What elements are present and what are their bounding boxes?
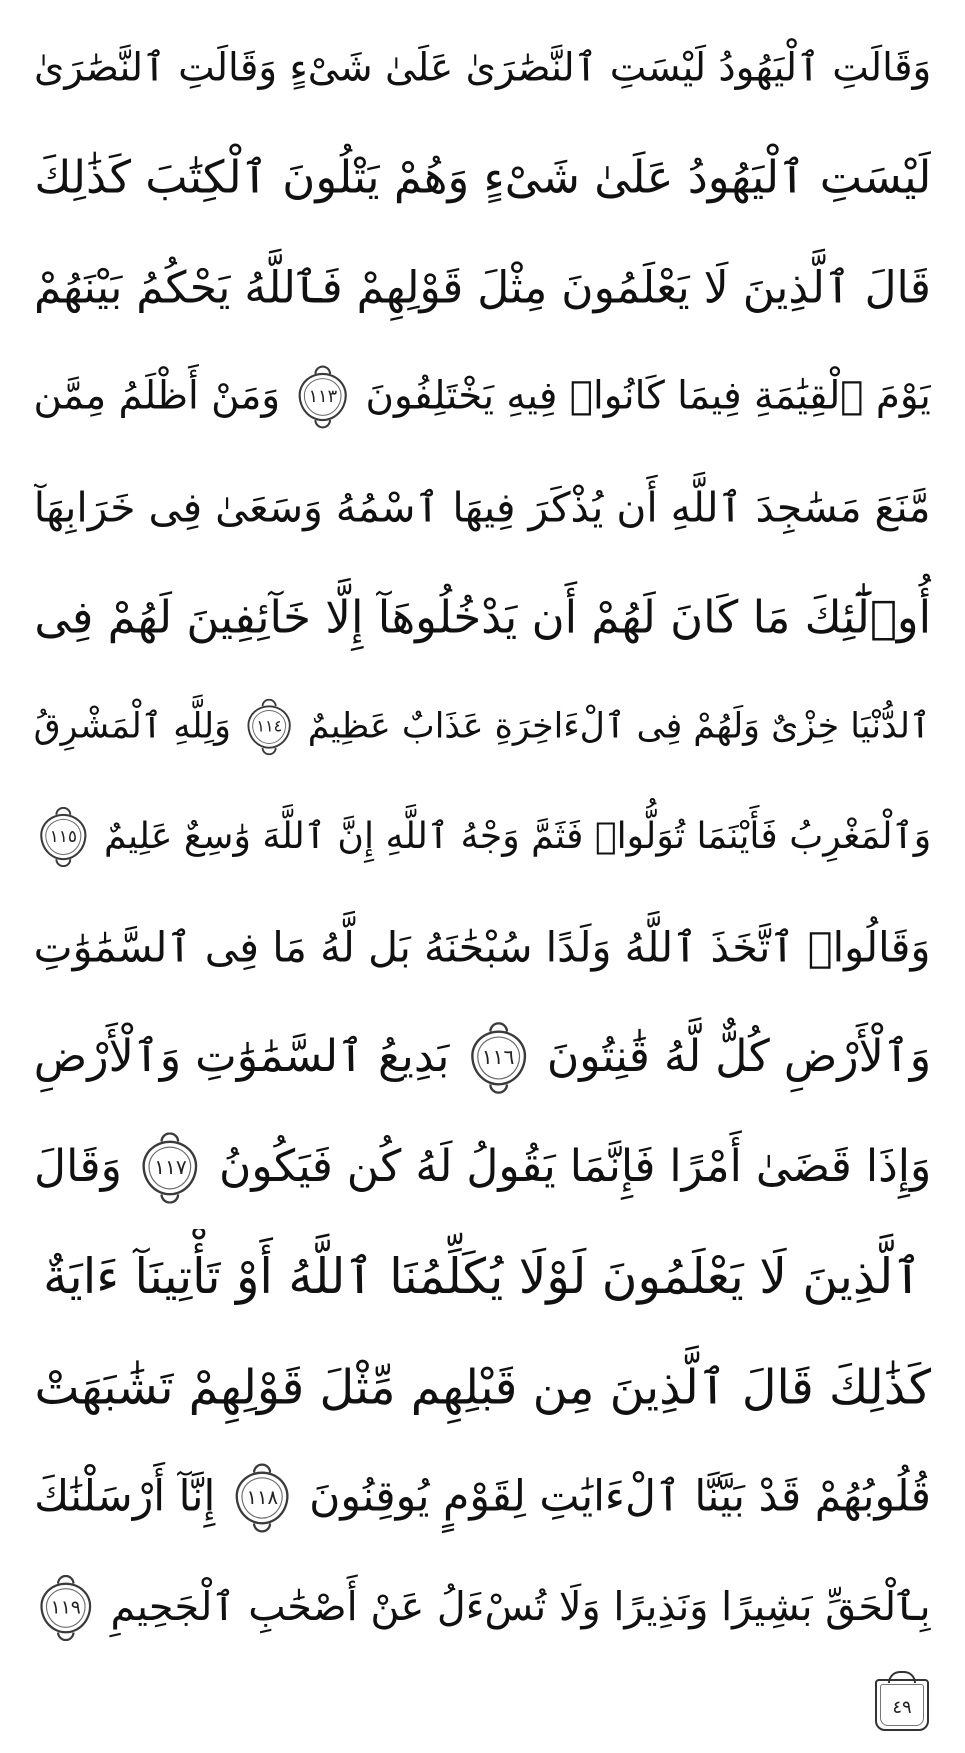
quran-line-3	[34, 238, 931, 336]
ayah-number-marker	[40, 814, 86, 860]
ayah-marker-petal-bottom	[55, 860, 71, 868]
ayah-marker-petal-bottom	[57, 1632, 75, 1641]
quran-line-text: وَٱلْمَغْرِبُ فَأَيْنَمَا تُوَلُّوا۟ فَثَمَّ وَجْهُ ٱللَّهِ إِنَّ ٱللَّهَ وَٰسِعٌ عَلِيمٌ	[103, 816, 931, 858]
quran-line-text: يَوْمَ ٱلْقِيَٰمَةِ فِيمَا كَانُوا۟ فِيهِ يَخْتَلِفُونَ	[365, 373, 931, 419]
ayah-number: ١١٧	[153, 1155, 187, 1179]
ayah-number-marker	[248, 706, 291, 749]
ayah-number-marker	[41, 1582, 92, 1633]
quran-line-text-after: وَقَالَ	[34, 1140, 122, 1192]
ayah-number: ١١٩	[51, 1596, 82, 1619]
ayah-marker-petal-bottom	[315, 420, 332, 428]
page-footer	[34, 1669, 931, 1739]
ayah-number-marker	[299, 373, 347, 421]
quran-line-text: ٱلدُّنْيَا خِزْىٌ وَلَهُمْ فِى ٱلْءَاخِرَةِ عَذَابٌ عَظِيمٌ	[308, 705, 931, 747]
quran-line-text-after: إِنَّآ أَرْسَلْنَٰكَ	[34, 1471, 216, 1521]
ayah-marker-petal-bottom	[262, 748, 277, 756]
quran-line-text: مَّنَعَ مَسَٰجِدَ ٱللَّهِ أَن يُذْكَرَ فِيهَا ٱسْمُهُ وَسَعَىٰ فِى خَرَابِهَآ	[34, 483, 931, 531]
ayah-number: ١١٥	[49, 826, 77, 847]
quran-line-9	[34, 899, 931, 997]
quran-line-text: وَقَالَتِ ٱلْيَهُودُ لَيْسَتِ ٱلنَّصَٰرَىٰ عَلَىٰ شَىْءٍ وَقَالَتِ ٱلنَّصَٰرَىٰ	[34, 44, 931, 90]
quran-line-6	[34, 568, 931, 666]
quran-line-text: كَذَٰلِكَ قَالَ ٱلَّذِينَ مِن قَبْلِهِم مِّثْلَ قَوْلِهِمْ تَشَٰبَهَتْ	[34, 1360, 931, 1416]
quran-line-text: قُلُوبُهُمْ قَدْ بَيَّنَّا ٱلْءَايَٰتِ لِقَوْمٍ يُوقِنُونَ	[309, 1471, 931, 1521]
quran-line-text-after: بَدِيعُ ٱلسَّمَٰوَٰتِ وَٱلْأَرْضِ	[34, 1030, 450, 1082]
quran-line-11	[34, 1119, 931, 1217]
quran-line-text-after: وَمَنْ أَظْلَمُ مِمَّن	[34, 373, 281, 419]
ayah-marker-petal-bottom	[253, 1523, 271, 1532]
quran-line-10	[34, 1009, 931, 1107]
page-number: ٤٩	[892, 1697, 912, 1719]
quran-line-text: ٱلَّذِينَ لَا يَعْلَمُونَ لَوْلَا يُكَلِّمُنَا ٱللَّهُ أَوْ تَأْتِينَآ ءَايَةٌ	[43, 1249, 922, 1305]
page-number-badge	[873, 1673, 931, 1735]
quran-line-1	[34, 18, 931, 116]
quran-line-7	[34, 678, 931, 776]
ayah-number-marker	[236, 1471, 289, 1524]
ayah-number: ١١٦	[481, 1045, 515, 1069]
quran-line-13	[34, 1339, 931, 1437]
ayah-number-marker	[471, 1030, 526, 1085]
quran-line-2	[34, 128, 931, 226]
quran-line-15	[34, 1559, 931, 1657]
ayah-number-marker	[143, 1140, 198, 1195]
quran-line-text: أُو۟لَٰٓئِكَ مَا كَانَ لَهُمْ أَن يَدْخُلُوهَآ إِلَّا خَآئِفِينَ لَهُمْ فِى	[34, 591, 931, 644]
quran-line-5	[34, 458, 931, 556]
ayah-number: ١١٨	[246, 1485, 278, 1509]
quran-line-text: وَقَالُوا۟ ٱتَّخَذَ ٱللَّهُ وَلَدًا سُبْحَٰنَهُ بَل لَّهُ مَا فِى ٱلسَّمَٰوَٰتِ	[34, 923, 931, 972]
quran-line-12	[34, 1229, 931, 1327]
quran-line-4	[34, 348, 931, 446]
ayah-number: ١١٣	[308, 386, 338, 408]
quran-line-text: لَيْسَتِ ٱلْيَهُودُ عَلَىٰ شَىْءٍ وَهُمْ يَتْلُونَ ٱلْكِتَٰبَ كَذَٰلِكَ	[34, 150, 931, 204]
quran-line-8	[34, 788, 931, 886]
quran-line-text-after: وَلِلَّهِ ٱلْمَشْرِقُ	[34, 705, 232, 747]
quran-line-text: قَالَ ٱلَّذِينَ لَا يَعْلَمُونَ مِثْلَ قَوْلِهِمْ فَٱللَّهُ يَحْكُمُ بَيْنَهُمْ	[34, 261, 931, 313]
quran-line-text: وَإِذَا قَضَىٰ أَمْرًا فَإِنَّمَا يَقُولُ لَهُ كُن فَيَكُونُ	[218, 1140, 931, 1192]
quran-line-text: بِٱلْحَقِّ بَشِيرًا وَنَذِيرًا وَلَا تُسْءَلُ عَنْ أَصْحَٰبِ ٱلْجَحِيمِ	[110, 1584, 931, 1630]
quran-line-text: وَٱلْأَرْضِ كُلٌّ لَّهُ قَٰنِتُونَ	[546, 1030, 931, 1082]
quran-line-14	[34, 1449, 931, 1547]
ayah-number: ١١٤	[256, 717, 283, 737]
